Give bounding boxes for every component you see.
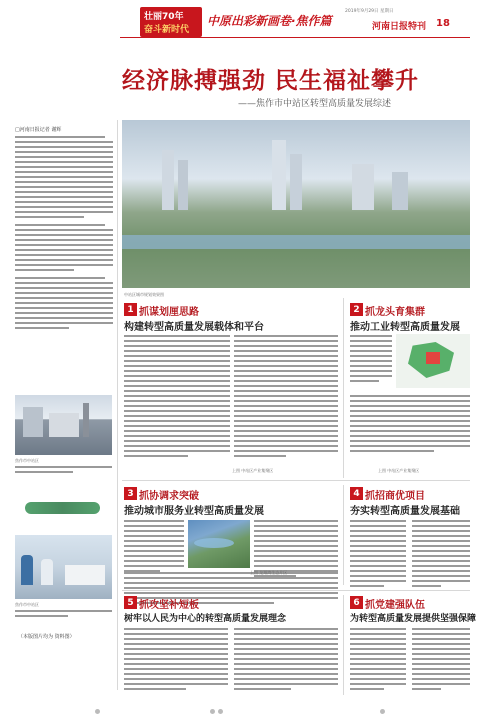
page-title: 经济脉搏强劲 民生福祉攀升 <box>122 68 420 94</box>
intro-text <box>15 136 113 329</box>
left-photo-factory <box>15 395 112 455</box>
section4-subtitle: 夯实转型高质量发展基础 <box>350 506 460 517</box>
hero-caption: 中站区城市规划效果图 <box>124 292 164 297</box>
section1-title: 抓谋划厘思路 <box>139 307 199 318</box>
section3-subtitle: 推动城市服务业转型高质量发展 <box>124 506 264 517</box>
photo-credit-note: （本版图片均为 资料图） <box>18 634 75 640</box>
section6-title: 抓党建强队伍 <box>365 600 425 611</box>
section5-title: 抓攻坚补短板 <box>139 600 199 611</box>
section2-subtitle: 推动工业转型高质量发展 <box>350 322 460 333</box>
anniversary-badge <box>140 7 202 37</box>
section6-subtitle: 为转型高质量发展提供坚强保障 <box>350 614 477 624</box>
section1-number: 1 <box>124 303 137 316</box>
header-banner: 中原出彩新画卷·焦作篇 <box>207 14 332 28</box>
section3-number: 3 <box>124 487 137 500</box>
section1-caption: 上图 中站区产业集聚区 <box>232 468 274 473</box>
section2-number: 2 <box>350 303 363 316</box>
badge-bottom-text: 奋斗新时代 <box>144 25 190 35</box>
page-subtitle: ——焦作市中站区转型高质量发展综述 <box>238 99 392 109</box>
page-margin-dots <box>0 705 481 720</box>
section6-number: 6 <box>350 596 363 609</box>
header-rule <box>120 37 470 38</box>
left-photo-lab <box>15 535 112 599</box>
badge-top-text: 壮丽70年 <box>144 12 184 22</box>
left-photo2-caption: 焦作市中站区 <box>15 602 39 607</box>
section5-subtitle: 树牢以人民为中心的转型高质量发展理念 <box>124 614 287 624</box>
left-photo-calligraphy <box>15 488 112 530</box>
section1-subtitle: 构建转型高质量发展载体和平台 <box>124 322 264 333</box>
left-photo1-caption: 焦作市中站区 <box>15 458 39 463</box>
section3-caption: 上图 龙翔湾生态片区 <box>250 570 288 575</box>
header-bar <box>0 0 481 40</box>
section2-map <box>396 334 470 388</box>
section3-aerial-photo <box>188 520 250 568</box>
hero-city-rendering <box>122 120 470 288</box>
section2-caption: 上图 中站区产业集聚区 <box>378 468 420 473</box>
paper-name: 河南日报特刊 <box>372 22 427 32</box>
byline: □河南日报记者 谢辉 <box>15 127 62 133</box>
header-date: 2019年9月29日 星期日 <box>345 9 394 14</box>
section5-number: 5 <box>124 596 137 609</box>
page-number: 18 <box>436 18 450 29</box>
section1-body <box>124 335 230 457</box>
section4-number: 4 <box>350 487 363 500</box>
section4-title: 抓招商优项目 <box>365 491 425 502</box>
section2-title: 抓龙头育集群 <box>365 307 425 318</box>
section3-title: 抓协调求突破 <box>139 491 199 502</box>
